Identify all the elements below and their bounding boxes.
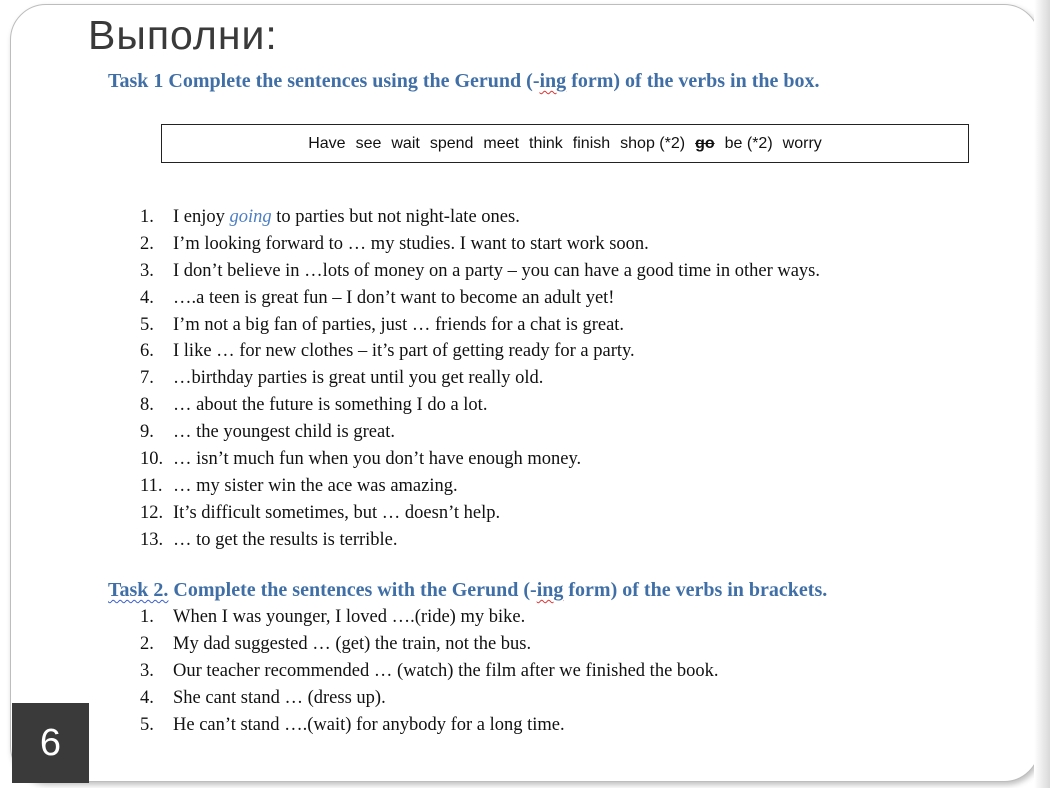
sentence-item xyxy=(140,338,820,365)
sentence-number: 6. xyxy=(140,341,154,362)
sentence-number: 7. xyxy=(140,368,154,389)
box-word: go xyxy=(695,134,715,152)
sentence-text: … to get the results is terrible. xyxy=(173,529,398,550)
sentence-number: 4. xyxy=(140,688,154,708)
sentence-number: 9. xyxy=(140,422,154,443)
sentence-text: He can’t stand ….(wait) for anybody for a long time. xyxy=(173,715,565,735)
sentence-text: I like … for new clothes – it’s part of getting ready for a party. xyxy=(173,341,635,362)
sentence-number: 3. xyxy=(140,661,154,681)
sentence-number: 2. xyxy=(140,233,154,254)
sentence-text: She cant stand … (dress up). xyxy=(173,688,386,708)
task1-heading-post: form) of the verbs in the box. xyxy=(566,70,820,92)
sentence-item xyxy=(140,204,820,231)
task2-heading-mid: Complete the sentences with the Gerund (- xyxy=(168,579,537,601)
sentence-text: When I was younger, I loved ….(ride) my bike. xyxy=(173,607,526,627)
sentence-text: I’m looking forward to … my studies. I want to start work soon. xyxy=(173,233,649,254)
slide-title: Выполни: xyxy=(88,12,278,58)
box-word: meet xyxy=(483,134,519,152)
sentence-item xyxy=(140,631,719,658)
sentence-item xyxy=(140,604,719,631)
task2-heading-squiggle: ing xyxy=(536,579,564,601)
task2-heading-label: Task 2. xyxy=(108,579,169,601)
verb-word-box xyxy=(161,124,969,163)
sentence-text: to parties but not night-late ones. xyxy=(271,207,520,227)
sentence-number: 5. xyxy=(140,715,154,735)
sentence-item xyxy=(140,231,820,258)
box-word: see xyxy=(355,134,382,152)
sentence-text: Our teacher recommended … (watch) the film after we finished the book. xyxy=(173,661,719,681)
box-word: Have xyxy=(308,134,346,152)
sentence-item xyxy=(140,258,820,285)
sentence-text: My dad suggested … (get) the train, not the bus. xyxy=(173,634,532,654)
sentence-number: 10. xyxy=(140,449,164,470)
box-word: spend xyxy=(429,134,474,152)
sentence-item xyxy=(140,658,719,685)
sentence-text: … about the future is something I do a lot. xyxy=(173,395,488,416)
box-word: be (*2) xyxy=(724,134,773,152)
sentence-item xyxy=(140,473,820,500)
sentence-text: I’m not a big fan of parties, just … friends for a chat is great. xyxy=(173,314,625,335)
task2-heading-post: form) of the verbs in brackets. xyxy=(563,579,828,601)
box-word: think xyxy=(529,134,563,152)
sentence-number: 11. xyxy=(140,475,163,496)
task2-sentence-list xyxy=(140,604,719,739)
task2-heading xyxy=(108,579,827,602)
sentence-text: It’s difficult sometimes, but … doesn’t help. xyxy=(173,502,501,523)
task1-sentence-list xyxy=(140,204,820,554)
sentence-number: 2. xyxy=(140,634,154,654)
task1-heading-pre: Task 1 Complete the sentences using the Gerund (- xyxy=(108,70,540,92)
sentence-number: 5. xyxy=(140,314,154,335)
sentence-item xyxy=(140,312,820,339)
sentence-text: …birthday parties is great until you get really old. xyxy=(173,368,544,389)
sentence-number: 4. xyxy=(140,287,154,308)
sentence-number: 3. xyxy=(140,260,154,281)
box-word: finish xyxy=(572,134,611,152)
sentence-item xyxy=(140,365,820,392)
slide-edge-shadow xyxy=(1034,0,1050,788)
box-word: worry xyxy=(782,134,822,152)
page-number: 6 xyxy=(12,703,89,783)
sentence-text: … the youngest child is great. xyxy=(173,422,395,443)
box-word: shop (*2) xyxy=(620,134,686,152)
sentence-item xyxy=(140,446,820,473)
sentence-item xyxy=(140,285,820,312)
example-answer: going xyxy=(229,207,272,227)
sentence-text: I don’t believe in …lots of money on a party – you can have a good time in other ways. xyxy=(173,260,821,281)
sentence-number: 13. xyxy=(140,529,164,550)
sentence-item xyxy=(140,392,820,419)
sentence-text: … isn’t much fun when you don’t have enough money. xyxy=(173,449,582,470)
sentence-text: … my sister win the ace was amazing. xyxy=(173,475,458,496)
sentence-number: 8. xyxy=(140,395,154,416)
sentence-number: 1. xyxy=(140,207,154,227)
task1-heading-squiggle: ing xyxy=(539,70,567,92)
sentence-item xyxy=(140,419,820,446)
sentence-item xyxy=(140,712,719,739)
sentence-item xyxy=(140,685,719,712)
sentence-item xyxy=(140,527,820,554)
box-word: wait xyxy=(391,134,420,152)
sentence-number: 12. xyxy=(140,502,164,523)
sentence-text: I enjoy xyxy=(173,207,230,227)
sentence-text: ….a teen is great fun – I don’t want to become an adult yet! xyxy=(173,287,615,308)
sentence-item xyxy=(140,500,820,527)
task1-heading xyxy=(108,70,820,93)
sentence-number: 1. xyxy=(140,607,154,627)
